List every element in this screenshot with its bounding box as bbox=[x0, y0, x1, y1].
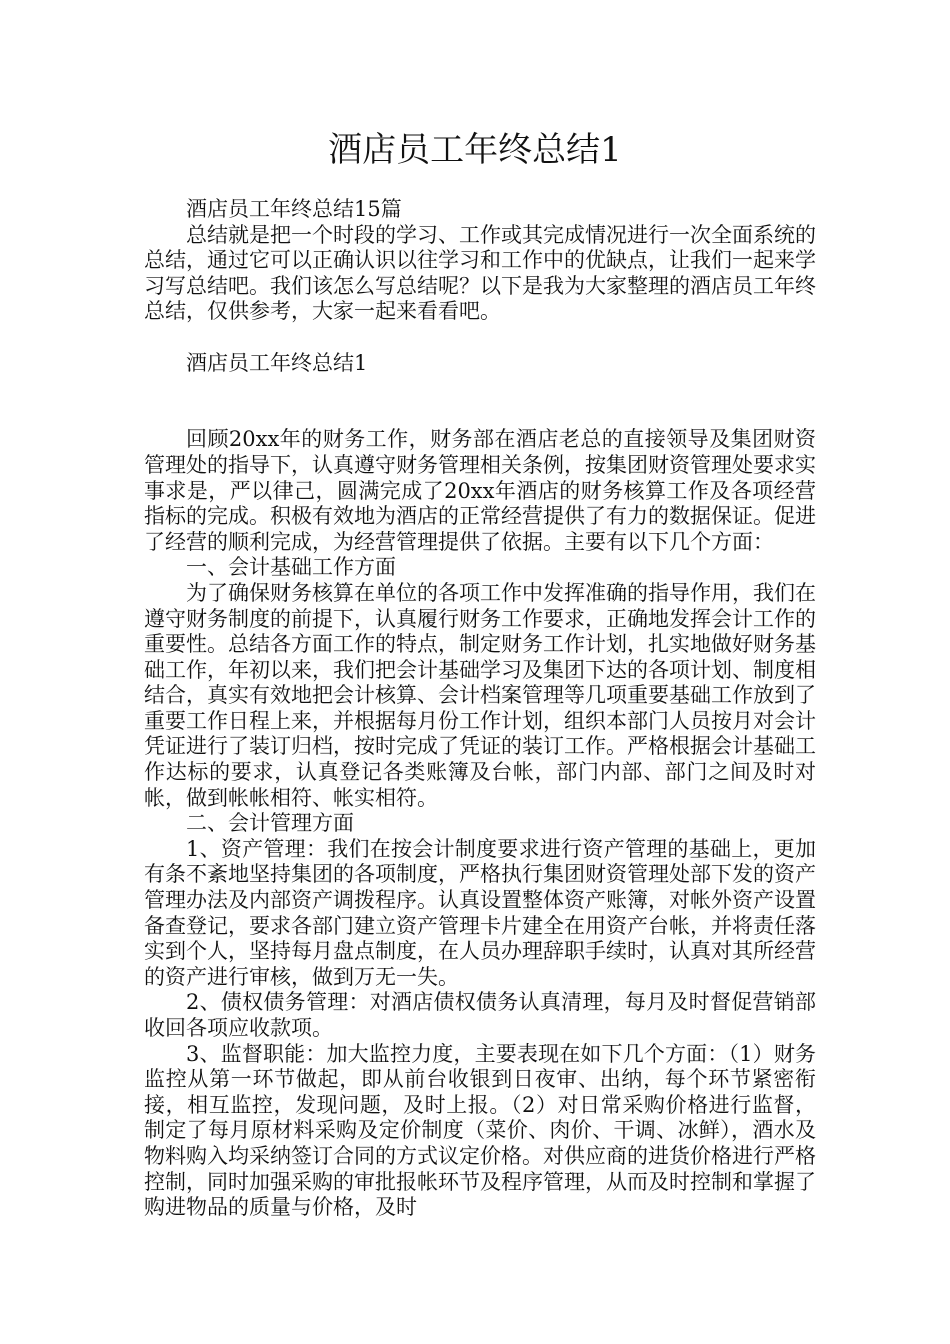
asset-management-paragraph: 1、资产管理：我们在按会计制度要求进行资产管理的基础上，更加有条不紊地坚持集团的各项制度，严格执行集团财资管理处部下发的资产管理办法及内部资产调拨程序。认真设置整体资产账簿，对帐外资产设置备查登记，要求各部门建立资产管理卡片建全在用资产台帐，并将责任落实到个人，坚持每月盘点制度，在人员办理辞职手续时，认真对其所经营的资产进行审核，做到万无一失。 bbox=[144, 836, 816, 989]
intro-paragraph: 总结就是把一个时段的学习、工作或其完成情况进行一次全面系统的总结，通过它可以正确认识以往学习和工作中的优缺点，让我们一起来学习写总结吧。我们该怎么写总结呢？以下是我为大家整理的酒店员工年终总结，仅供参考，大家一起来看看吧。 bbox=[144, 222, 816, 324]
section-heading: 酒店员工年终总结1 bbox=[186, 350, 368, 375]
heading-accounting-management: 二、会计管理方面 bbox=[186, 811, 354, 836]
supervision-paragraph: 3、监督职能：加大监控力度，主要表现在如下几个方面：（1）财务监控从第一环节做起，即从前台收银到日夜审、出纳，每个环节紧密衔接，相互监控，发现问题，及时上报。（2）对日常采购价格进行监督，制定了每月原材料采购及定价制度（菜价、肉价、干调、冰鲜），酒水及物料购入均采纳签订合同的方式议定价格。对供应商的进货价格进行严格控制，同时加强采购的审批报帐环节及程序管理，从而及时控制和掌握了购进物品的质量与价格，及时 bbox=[144, 1041, 816, 1220]
blank-line bbox=[144, 325, 816, 351]
review-paragraph: 回顾20xx年的财务工作，财务部在酒店老总的直接领导及集团财资管理处的指导下，认真遵守财务管理相关条例，按集团财资管理处要求实事求是，严以律己，圆满完成了20xx年酒店的财务核算工作及各项经营指标的完成。积极有效地为酒店的正常经营提供了有力的数据保证。促进了经营的顺利完成，为经营管理提供了依据。主要有以下几个方面： bbox=[144, 427, 816, 554]
blank-line bbox=[144, 376, 816, 402]
heading-accounting-basics: 一、会计基础工作方面 bbox=[186, 555, 396, 580]
accounting-basics-paragraph: 为了确保财务核算在单位的各项工作中发挥准确的指导作用，我们在遵守财务制度的前提下，认真履行财务工作要求，正确地发挥会计工作的重要性。总结各方面工作的特点，制定财务工作计划，扎实地做好财务基础工作，年初以来，我们把会计基础学习及集团下达的各项计划、制度相结合，真实有效地把会计核算、会计档案管理等几项重要基础工作放到了重要工作日程上来，并根据每月份工作计划，组织本部门人员按月对会计凭证进行了装订归档，按时完成了凭证的装订工作。严格根据会计基础工作达标的要求，认真登记各类账簿及台帐，部门内部、部门之间及时对帐，做到帐帐相符、帐实相符。 bbox=[144, 580, 816, 810]
subtitle-paragraph: 酒店员工年终总结15篇 bbox=[186, 197, 402, 221]
document-body bbox=[144, 197, 816, 1221]
blank-line bbox=[144, 402, 816, 428]
debt-management-paragraph: 2、债权债务管理：对酒店债权债务认真清理，每月及时督促营销部收回各项应收款项。 bbox=[144, 990, 816, 1040]
document-title: 酒店员工年终总结1 bbox=[328, 130, 622, 170]
